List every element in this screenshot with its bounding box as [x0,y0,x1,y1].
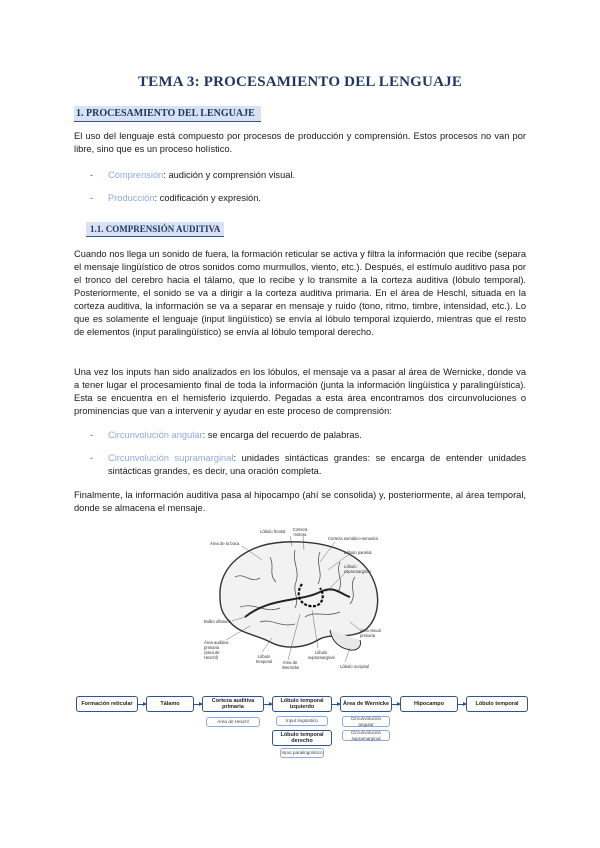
bullet-text: : unidades sintácticas grandes: se encarga de entender unidades sintácticas grandes, es decir, una oración completa. [108,453,527,476]
label-corteza-somatico: Corteza somático-sensoria [328,536,378,541]
label-corteza-motora: Corteza motora [292,527,308,537]
label-lobulo-occipital: Lóbulo occipital [340,664,369,669]
intro-paragraph: El uso del lenguaje está compuesto por procesos de producción y comprensión. Estos procesos no van por libre, sino que es un proceso holístico. [74,131,526,154]
flow-area-heschl: Área de Heschl [206,717,260,727]
term-angular: Circunvolución angular [108,430,203,440]
bullet-text: : se encarga del recuerdo de palabras. [202,430,362,440]
brain-diagram [200,522,400,672]
flow-talamo: Tálamo [146,696,194,712]
bullet-dash: - [90,453,94,463]
bullet-comprension [90,169,526,182]
flow-arrow [264,704,272,705]
label-lobulo-parietal: Lóbulo parietal [344,550,372,555]
label-bulbo-olfatorio: Bulbo olfatorio [204,619,231,624]
flow-lobulo-derecho: Lóbulo temporal derecho [272,730,332,746]
bullet-text: : codificación y expresión. [154,193,261,203]
label-lobulo-supramarginal-bottom: Lóbulo supramarginal [308,650,335,660]
flow-input-paralinguistico: Input paralingüístico [280,748,324,758]
bullet-produccion [90,192,526,205]
label-lobulo-frontal: Lóbulo frontal [260,529,286,534]
paragraph-1: Cuando nos llega un sonido de fuera, la formación reticular se activa y filtra la información que recibe (separa el mensaje lingüístico de otros sonidos como murmullos, viento, etc.). Después, el estímulo auditivo pasa por el tronco del cerebro hacia el tálamo, que lo recibe y lo transmite a la corteza auditiva (lóbulo temporal). Posteriormente, el sonido se va a dirigir a la corteza auditiva primaria. En el área de Heschl, situada en la corteza auditiva, la información se va a separar en mensaje y ruido (tono, ritmo, timbre, intensidad, etc.). Lo que es solamente el lenguaje (input lingüístico) se envía al lóbulo temporal izquierdo, mientras que el resto de elementos (input paralingüístico) se envía al lóbulo temporal derecho. [74,249,526,337]
flow-input-linguistico: Input lingüístico [276,716,328,726]
label-area-boca: Área de la boca [210,541,240,546]
bullet-text: : audición y comprensión visual. [163,170,296,180]
bullet-dash: - [90,430,94,440]
label-lobulo-supramarginal-top: Lóbulo supramarginal [344,564,371,574]
page-title: TEMA 3: PROCESAMIENTO DEL LENGUAJE [137,74,463,90]
flow-corteza-auditiva: Corteza auditiva primaria [202,696,264,712]
section-heading-procesamiento: 1. PROCESAMIENTO DEL LENGUAJE [74,106,261,122]
label-lobulo-temporal: Lóbulo temporal [256,654,273,664]
label-area-auditiva: Área auditiva primaria (área de Heschl) [204,640,229,660]
flow-arrow [392,704,400,705]
flow-lobulo-temporal: Lóbulo temporal [466,696,528,712]
label-area-visual: Área visual primaria [360,628,381,638]
flow-arrow [138,704,146,705]
bullet-supramarginal [90,452,526,478]
flow-arrow [194,704,202,705]
term-comprension: Comprensión [108,170,164,180]
bullet-angular [90,429,526,442]
paragraph-3: Finalmente, la información auditiva pasa al hipocampo (ahí se consolida) y, posteriormente, al área temporal, donde se almacena el mensaje. [74,490,526,513]
term-supramarginal: Circunvolución supramarginal [108,453,234,463]
bullet-dash: - [90,193,94,203]
flow-circunvolucion-angular: Circunvolución angular [342,716,390,727]
comprension-flowchart [74,690,530,755]
flow-lobulo-izquierdo: Lóbulo temporal izquierdo [272,696,332,712]
label-area-wernicke: Área de Wernicke [282,660,300,670]
flow-circunvolucion-supramarginal: Circunvolución supramarginal [342,730,390,741]
subsection-heading-comprension-auditiva: 1.1. COMPRENSIÓN AUDITIVA [86,222,224,237]
flow-formacion-reticular: Formación reticular [76,696,138,712]
flow-arrow [332,704,340,705]
flow-area-wernicke: Área de Wernicke [340,696,392,712]
flow-hipocampo: Hipocampo [400,696,458,712]
term-produccion: Producción [108,193,155,203]
bullet-dash: - [90,170,94,180]
flow-arrow [458,704,466,705]
paragraph-2: Una vez los inputs han sido analizados en los lóbulos, el mensaje va a pasar al área de Wernicke, donde va a tener lugar el procesamiento final de toda la información (junta la información lingüística y paralingüística). Esta se encuentra en el hemisferio izquierdo. Pegadas a esta área encontramos dos circunvoluciones o prominencias que van a intervenir y ayudar en este proceso de comprensión: [74,367,526,416]
